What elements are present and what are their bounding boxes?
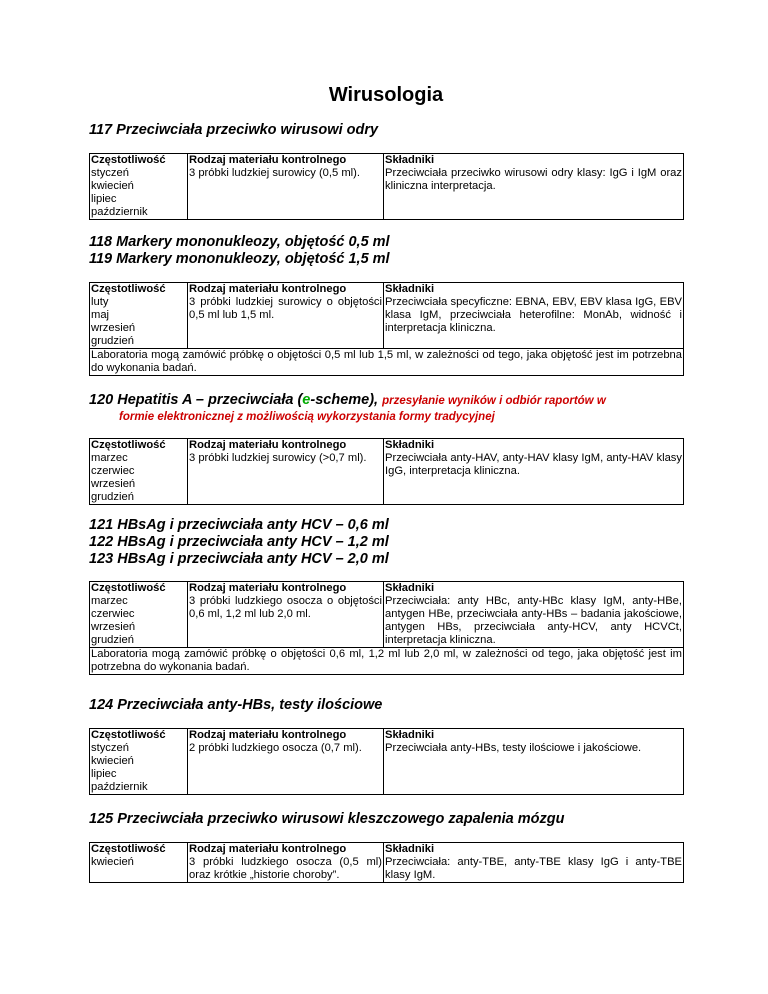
month: wrzesień	[91, 621, 136, 633]
components-cell: Przeciwciała anty-HAV, anty-HAV klasy IgM, anty-HAV klasy IgG, interpretacja kliniczna.	[384, 452, 684, 505]
table-117	[89, 153, 684, 220]
section-120	[89, 392, 683, 505]
components-cell: Przeciwciała: anty-TBE, anty-TBE klasy IgG i anty-TBE klasy IgM.	[385, 856, 682, 881]
section-title: 118 Markery mononukleozy, objętość 0,5 ml	[89, 234, 390, 250]
section-title: 119 Markery mononukleozy, objętość 1,5 ml	[89, 251, 390, 267]
month: luty	[91, 296, 109, 308]
table-row	[90, 742, 684, 795]
section-title	[89, 392, 683, 410]
note-row	[90, 349, 684, 376]
table-row	[90, 856, 684, 883]
table-header-row	[90, 439, 684, 453]
month: styczeń	[91, 742, 129, 754]
section-title: 121 HBsAg i przeciwciała anty HCV – 0,6 ml	[89, 517, 389, 533]
header-components: Składniki	[384, 582, 684, 596]
section-125	[89, 811, 683, 883]
section-title: 125 Przeciwciała przeciwko wirusowi kleszczowego zapalenia mózgu	[89, 811, 565, 827]
month: wrzesień	[91, 322, 136, 334]
material-cell: 3 próbki ludzkiej surowicy (0,5 ml).	[188, 167, 384, 220]
frequency-cell	[90, 296, 188, 349]
section-118-119	[89, 234, 683, 376]
section-124	[89, 697, 683, 795]
header-frequency: Częstotliwość	[90, 439, 188, 453]
material-cell: 3 próbki ludzkiej surowicy o objętości 0,5 ml lub 1,5 ml.	[188, 296, 384, 349]
title-part: 120 Hepatitis A – przeciwciała (	[89, 392, 303, 408]
month: czerwiec	[91, 608, 135, 620]
header-material: Rodzaj materiału kontrolnego	[188, 439, 384, 453]
header-frequency: Częstotliwość	[90, 154, 188, 168]
header-material: Rodzaj materiału kontrolnego	[188, 283, 384, 297]
month: czerwiec	[91, 465, 135, 477]
table-row	[90, 296, 684, 349]
month: październik	[91, 781, 148, 793]
section-117	[89, 122, 683, 220]
header-material: Rodzaj materiału kontrolnego	[188, 843, 384, 857]
header-components: Składniki	[384, 154, 684, 168]
section-title: 122 HBsAg i przeciwciała anty HCV – 1,2 ml	[89, 534, 389, 550]
month: październik	[91, 206, 148, 218]
header-components: Składniki	[384, 283, 684, 297]
e-scheme-letter: e	[302, 392, 311, 408]
note-cell: Laboratoria mogą zamówić próbkę o objętości 0,6 ml, 1,2 ml lub 2,0 ml, w zależności od tego, jaka objętość jest im potrzebna do wykonania badań.	[91, 648, 682, 673]
frequency-cell	[90, 167, 188, 220]
section-title: 117 Przeciwciała przeciwko wirusowi odry	[89, 122, 379, 138]
month: grudzień	[91, 335, 134, 347]
table-header-row	[90, 154, 684, 168]
header-components: Składniki	[384, 439, 684, 453]
frequency-cell	[90, 856, 188, 883]
title-part: -scheme),	[310, 392, 379, 408]
month: kwiecień	[91, 180, 134, 192]
table-header-row	[90, 729, 684, 743]
header-components: Składniki	[384, 843, 684, 857]
section-title: 123 HBsAg i przeciwciała anty HCV – 2,0 ml	[89, 551, 389, 567]
table-118	[89, 282, 684, 376]
month: grudzień	[91, 491, 134, 503]
month: lipiec	[91, 193, 117, 205]
frequency-cell	[90, 452, 188, 505]
header-frequency: Częstotliwość	[90, 582, 188, 596]
table-header-row	[90, 843, 684, 857]
material-cell: 2 próbki ludzkiego osocza (0,7 ml).	[188, 742, 384, 795]
header-frequency: Częstotliwość	[90, 843, 188, 857]
header-frequency: Częstotliwość	[90, 283, 188, 297]
components-cell: Przeciwciała: anty HBc, anty-HBc klasy IgM, anty-HBe, antygen HBe, przeciwciała anty-HBs – badania jakościowe, antygen HBs, przeciwciała anty-HCV, anty HCVCt, interpretacja kliniczna.	[385, 595, 682, 646]
month: lipiec	[91, 768, 117, 780]
table-header-row	[90, 283, 684, 297]
components-cell: Przeciwciała przeciwko wirusowi odry klasy: IgG i IgM oraz kliniczna interpretacja.	[384, 167, 684, 220]
table-124	[89, 728, 684, 795]
month: kwiecień	[91, 856, 134, 868]
table-row	[90, 167, 684, 220]
header-material: Rodzaj materiału kontrolnego	[188, 729, 384, 743]
month: wrzesień	[91, 478, 136, 490]
header-material: Rodzaj materiału kontrolnego	[188, 582, 384, 596]
table-row	[90, 452, 684, 505]
material-cell: 3 próbki ludzkiego osocza o objętości 0,6 ml, 1,2 ml lub 2,0 ml.	[188, 595, 384, 648]
header-material: Rodzaj materiału kontrolnego	[188, 154, 384, 168]
table-125	[89, 842, 684, 883]
month: marzec	[91, 452, 128, 464]
section-subtitle-line: formie elektronicznej z możliwością wykorzystania formy tradycyjnej	[119, 411, 495, 423]
table-row	[90, 595, 684, 648]
month: maj	[91, 309, 110, 321]
note-row	[90, 648, 684, 675]
section-title: 124 Przeciwciała anty-HBs, testy ilościowe	[89, 697, 383, 713]
header-frequency: Częstotliwość	[90, 729, 188, 743]
frequency-cell	[90, 595, 188, 648]
page-title: Wirusologia	[328, 84, 444, 106]
frequency-cell	[90, 742, 188, 795]
material-cell: 3 próbki ludzkiego osocza (0,5 ml) oraz krótkie „historie choroby”.	[189, 856, 382, 881]
month: marzec	[91, 595, 128, 607]
components-cell: Przeciwciała anty-HBs, testy ilościowe i jakościowe.	[384, 742, 684, 795]
components-cell: Przeciwciała specyficzne: EBNA, EBV, EBV klasa IgG, EBV klasa IgM, przeciwciała heterofilne: MonAb, widność i interpretacja kliniczna.	[384, 296, 684, 349]
note-cell: Laboratoria mogą zamówić próbkę o objętości 0,5 ml lub 1,5 ml, w zależności od tego, jaka objętość jest im potrzebna do wykonania badań.	[91, 349, 682, 374]
header-components: Składniki	[384, 729, 684, 743]
month: grudzień	[91, 634, 134, 646]
table-120	[89, 438, 684, 505]
month: styczeń	[91, 167, 129, 179]
section-121-123	[89, 517, 683, 675]
table-header-row	[90, 582, 684, 596]
section-subtitle: przesyłanie wyników i odbiór raportów w	[382, 395, 606, 407]
table-121	[89, 581, 684, 675]
month: kwiecień	[91, 755, 134, 767]
material-cell: 3 próbki ludzkiej surowicy (>0,7 ml).	[188, 452, 384, 505]
